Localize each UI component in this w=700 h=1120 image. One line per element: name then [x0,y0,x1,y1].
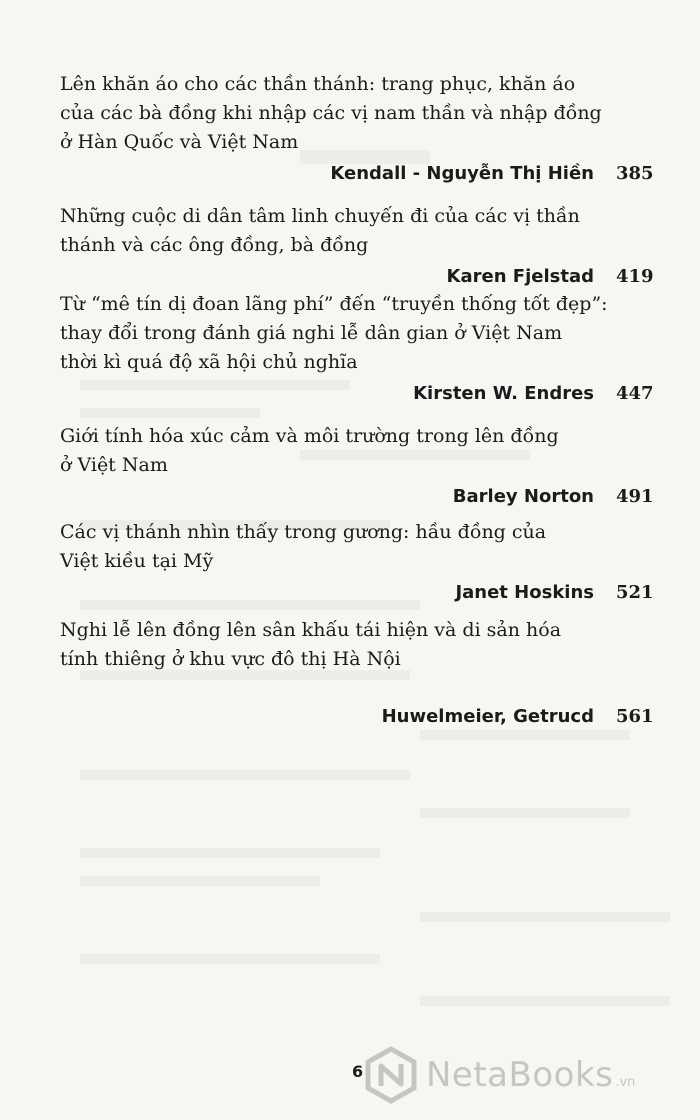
entry-title [60,290,650,377]
title-line: thời kì quá độ xã hội chủ nghĩa [60,351,358,373]
toc-entry[interactable] [60,290,654,407]
page-number: 521 [616,582,654,603]
page-number: 419 [616,266,654,287]
title-line: Các vị thánh nhìn thấy trong gương: hầu đồng của [60,521,547,543]
title-line: của các bà đồng khi nhập các vị nam thần và nhập đồng [60,102,602,124]
author-row [60,704,654,730]
title-line: Những cuộc di dân tâm linh chuyến đi của các vị thần [60,205,580,227]
title-line: thay đổi trong đánh giá nghi lễ dân gian ở Việt Nam [60,322,563,344]
author-row [60,580,654,606]
author-row [60,264,654,290]
page-number: 491 [616,486,654,507]
watermark-text: NetaBooks [426,1055,614,1095]
title-line: ở Việt Nam [60,454,168,476]
author-row [60,381,654,407]
title-line: Giới tính hóa xúc cảm và môi trường trong lên đồng [60,425,559,447]
page-number: 561 [616,706,654,727]
page-folio: 6 [352,1062,364,1081]
watermark [362,1046,635,1104]
author-name: Kirsten W. Endres [413,383,594,404]
toc-entry[interactable] [60,70,654,187]
author-name: Kendall - Nguyễn Thị Hiền [330,163,594,184]
entry-title [60,616,650,674]
title-line: ở Hàn Quốc và Việt Nam [60,131,299,153]
entry-title [60,202,650,260]
author-name: Janet Hoskins [455,582,594,603]
title-line: tính thiêng ở khu vực đô thị Hà Nội [60,648,401,670]
title-line: Việt kiều tại Mỹ [60,550,214,572]
author-row [60,161,654,187]
title-line: Từ “mê tín dị đoan lãng phí” đến “truyền thống tốt đẹp”: [60,293,608,315]
author-row [60,484,654,510]
page-number: 385 [616,163,654,184]
author-name: Karen Fjelstad [446,266,594,287]
author-name: Huwelmeier, Getrucd [381,706,594,727]
netabooks-logo-icon [362,1046,420,1104]
toc-entry[interactable] [60,518,654,606]
page-number: 447 [616,383,654,404]
toc-entry[interactable] [60,202,654,290]
entry-title [60,518,650,576]
watermark-suffix: .vn [615,1074,636,1090]
entry-title [60,70,650,157]
toc-entry[interactable] [60,616,654,730]
title-line: thánh và các ông đồng, bà đồng [60,234,369,256]
title-line: Lên khăn áo cho các thần thánh: trang phục, khăn áo [60,73,576,95]
toc-entry[interactable] [60,422,654,510]
entry-title [60,422,650,480]
author-name: Barley Norton [452,486,594,507]
title-line: Nghi lễ lên đồng lên sân khấu tái hiện và di sản hóa [60,619,562,641]
